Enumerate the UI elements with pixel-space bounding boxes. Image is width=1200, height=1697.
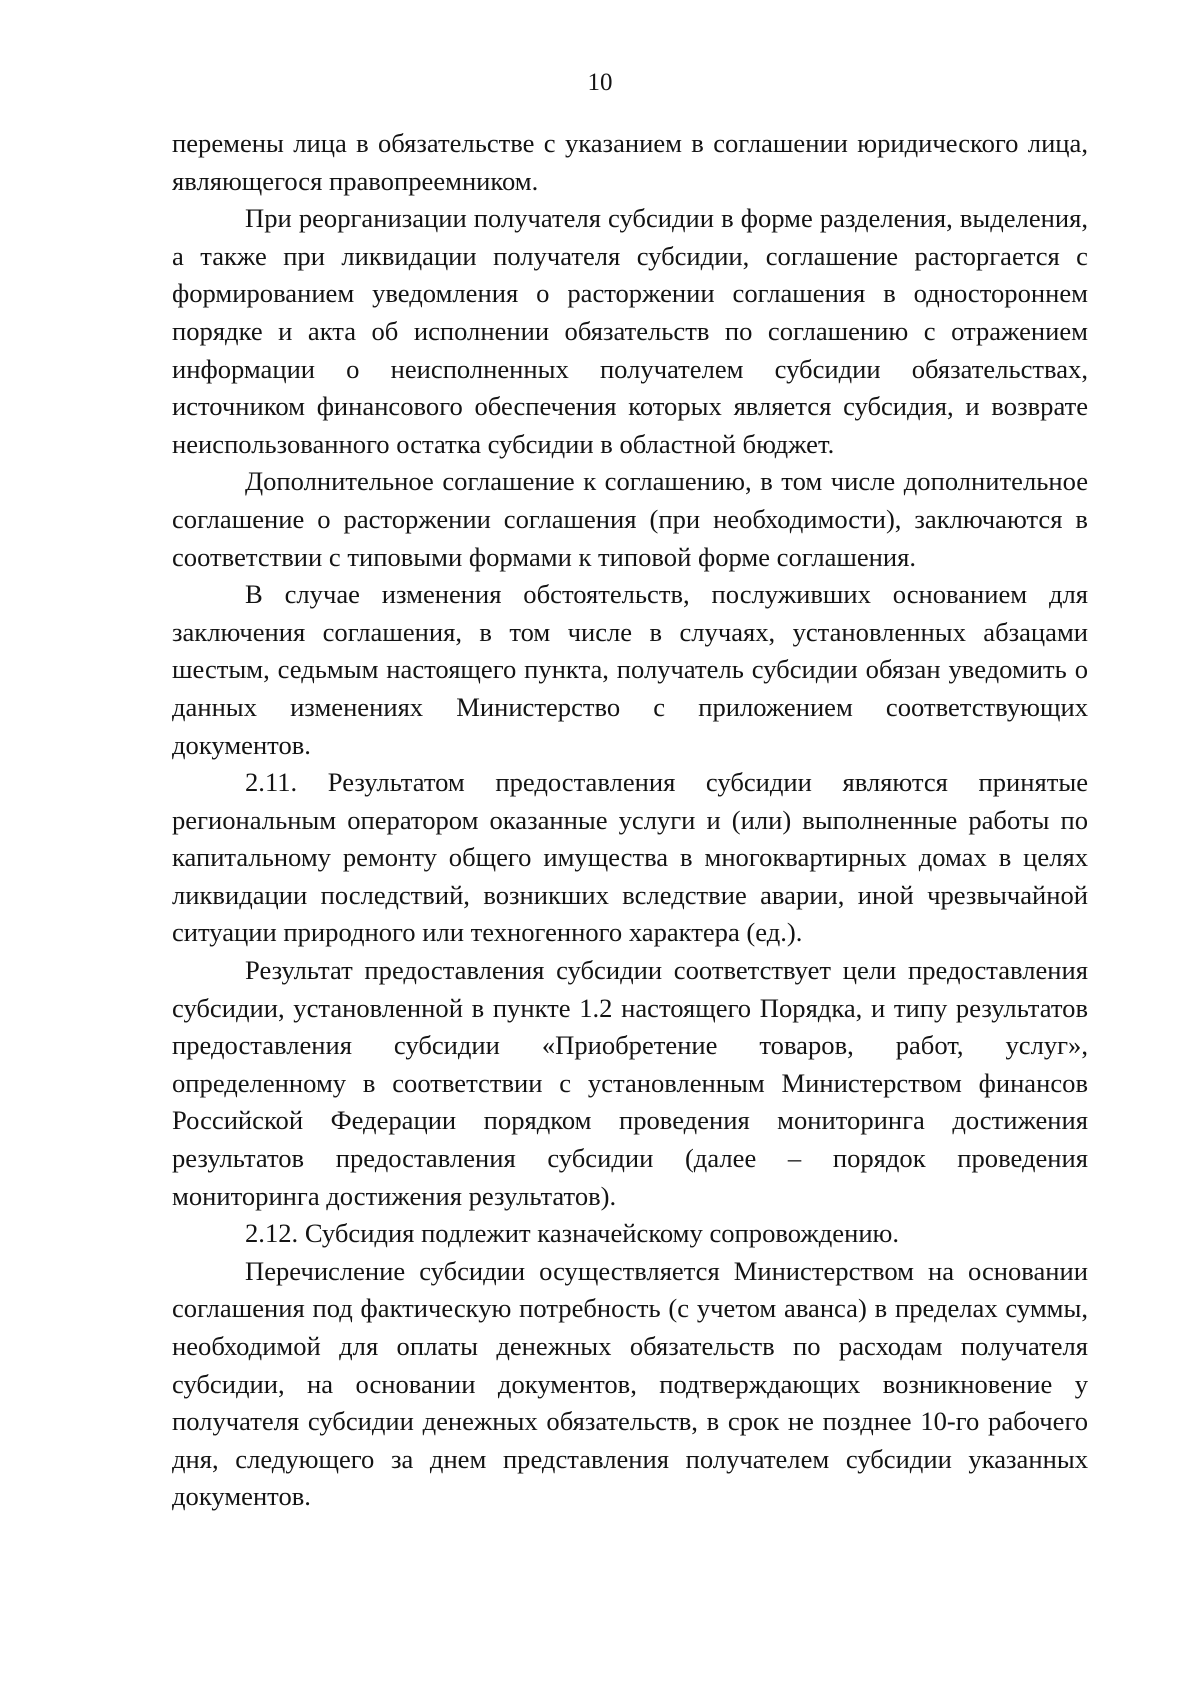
document-body: [172, 125, 1088, 1516]
paragraph-continuation: перемены лица в обязательстве с указанием в соглашении юридического лица, являющегося правопреемником.: [172, 128, 1088, 196]
paragraph-reorganization: При реорганизации получателя субсидии в форме разделения, выделения, а также при ликвидации получателя субсидии, соглашение расторгается с формированием уведомления о расторжении соглашения в одностороннем порядке и акта об исполнении обязательств по соглашению с отражением информации о неисполненных получателем субсидии обязательствах, источником финансового обеспечения которых является субсидия, и возврате неиспользованного остатка субсидии в областной бюджет.: [172, 203, 1088, 459]
paragraph-change-of-circumstances: В случае изменения обстоятельств, послуживших основанием для заключения соглашения, в том числе в случаях, установленных абзацами шестым, седьмым настоящего пункта, получатель субсидии обязан уведомить о данных изменениях Министерство с приложением соответствующих документов.: [172, 579, 1088, 760]
paragraph-result-compliance: Результат предоставления субсидии соответствует цели предоставления субсидии, установленной в пункте 1.2 настоящего Порядка, и типу результатов предоставления субсидии «Приобретение товаров, работ, услуг», определенному в соответствии с установленным Министерством финансов Российской Федерации порядком проведения мониторинга достижения результатов предоставления субсидии (далее – порядок проведения мониторинга достижения результатов).: [172, 955, 1088, 1211]
paragraph-2-11-result: 2.11. Результатом предоставления субсидии являются принятые региональным оператором оказанные услуги и (или) выполненные работы по капитальному ремонту общего имущества в многоквартирных домах в целях ликвидации последствий, возникших вследствие аварии, иной чрезвычайной ситуации природного или техногенного характера (ед.).: [172, 767, 1088, 948]
paragraph-additional-agreement: Дополнительное соглашение к соглашению, в том числе дополнительное соглашение о расторжении соглашения (при необходимости), заключаются в соответствии с типовыми формами к типовой форме соглашения.: [172, 466, 1088, 572]
page-number: 10: [587, 69, 613, 96]
paragraph-transfer: Перечисление субсидии осуществляется Министерством на основании соглашения под фактическую потребность (с учетом аванса) в пределах суммы, необходимой для оплаты денежных обязательств по расходам получателя субсидии, на основании документов, подтверждающих возникновение у получателя субсидии денежных обязательств, в срок не позднее 10-го рабочего дня, следующего за днем представления получателем субсидии указанных документов.: [172, 1255, 1088, 1512]
paragraph-2-12-treasury: 2.12. Субсидия подлежит казначейскому сопровождению.: [245, 1218, 900, 1249]
